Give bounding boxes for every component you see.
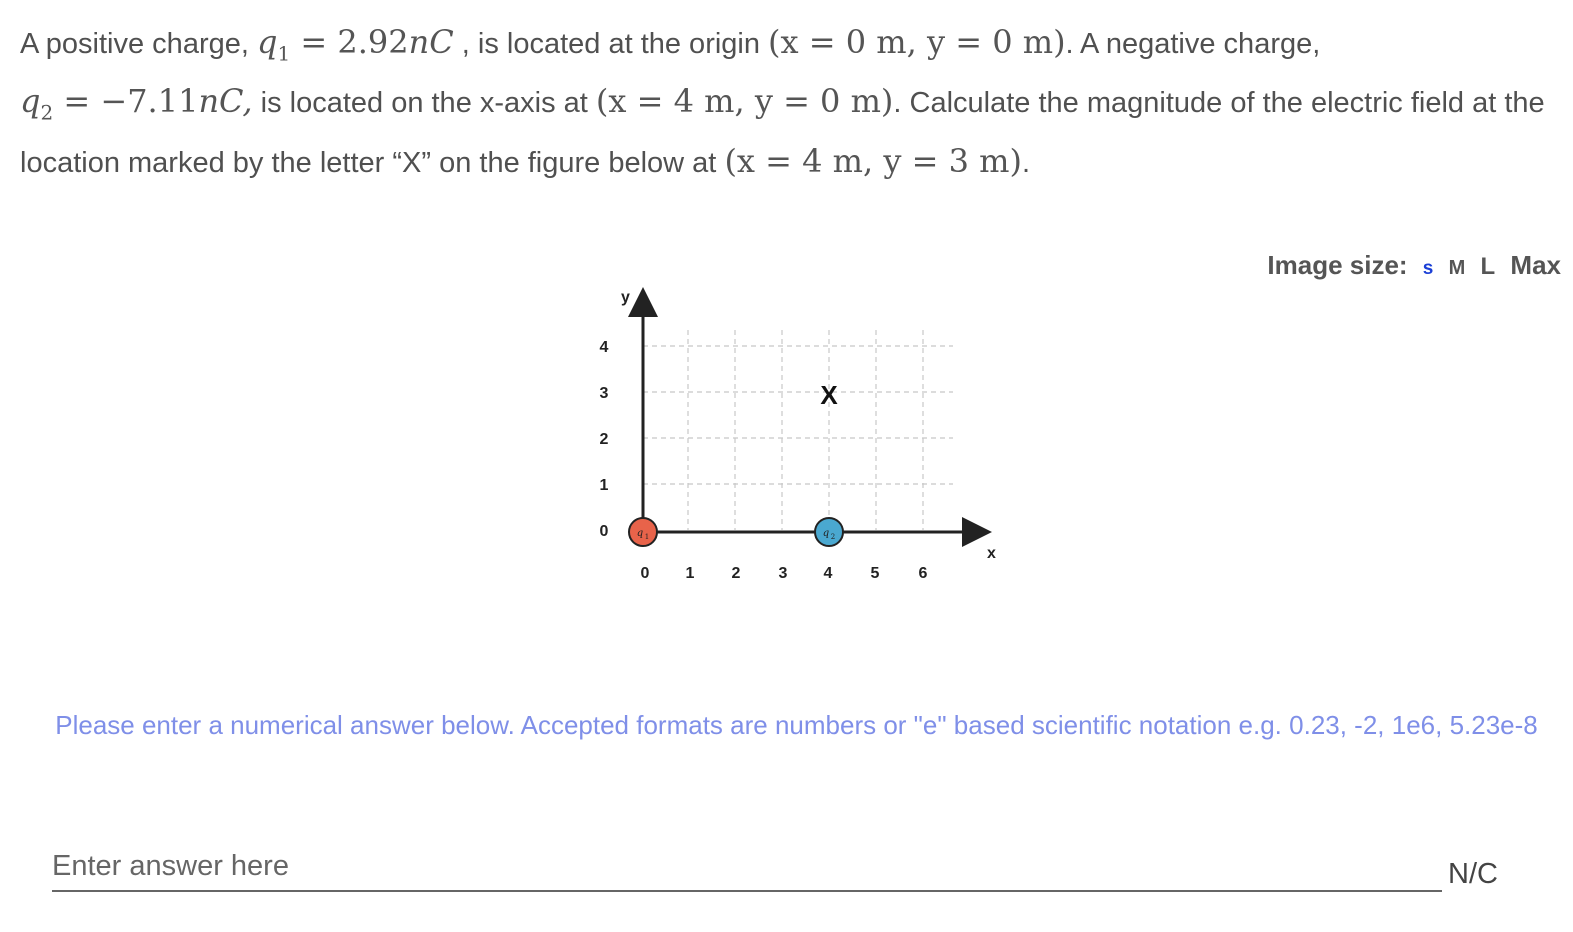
y-tick-label: 4: [599, 339, 609, 356]
answer-unit: N/C: [1448, 858, 1498, 890]
image-size-large-option[interactable]: L: [1480, 253, 1496, 280]
question-part: . Calculate the magnitude of the electric field at the location marked by the letter “X” on the figure below at: [20, 87, 1545, 179]
grid-lines: [643, 330, 953, 530]
q2-unit: nC,: [198, 82, 253, 121]
q1-subscript: 1: [277, 41, 291, 66]
charge-q1: [629, 518, 657, 546]
q2-math: [20, 82, 253, 125]
charge-q2-subscript: 2: [830, 533, 836, 541]
y-tick-label: 2: [599, 431, 609, 448]
field-point-marker: X: [820, 380, 838, 410]
charge-q1-subscript: 1: [644, 533, 650, 541]
question-part: A positive charge,: [20, 28, 257, 60]
x-tick-label: 5: [870, 565, 880, 582]
question-part: is located on the x-axis at: [252, 87, 596, 120]
x-axis-label: x: [987, 545, 996, 562]
x-tick-label: 0: [640, 565, 650, 582]
position-2: (x = 4 m, y = 0 m): [595, 82, 894, 121]
y-axis-label: y: [621, 289, 630, 306]
q1-value: = 2.92: [290, 23, 409, 61]
image-size-small-option[interactable]: s: [1422, 258, 1434, 279]
image-size-medium-option[interactable]: M: [1448, 257, 1466, 279]
charge-q2: [815, 518, 843, 546]
question-part: . A negative charge,: [1065, 28, 1321, 60]
question-part: .: [1021, 146, 1030, 179]
x-tick-label: 6: [918, 565, 928, 582]
answer-input[interactable]: [52, 842, 1442, 892]
position-1: (x = 0 m, y = 0 m): [768, 23, 1066, 61]
x-tick-label: 4: [823, 565, 833, 582]
y-tick-label: 3: [599, 385, 609, 402]
q2-value: = −7.11: [53, 82, 199, 121]
charge-q1-label: q: [636, 528, 644, 539]
q2-subscript: 2: [40, 100, 54, 125]
question-text: [20, 18, 1550, 187]
answer-instructions: Please enter a numerical answer below. Accepted formats are numbers or "e" based scientific notation e.g. 0.23, -2, 1e6, 5.23e-8: [55, 710, 1538, 740]
image-size-max-option[interactable]: Max: [1510, 250, 1561, 280]
image-size-control: [1267, 250, 1561, 281]
q1-symbol: q: [256, 23, 278, 61]
x-tick-label: 3: [778, 565, 788, 582]
position-3: (x = 4 m, y = 3 m): [724, 141, 1022, 180]
x-tick-label: 2: [731, 565, 741, 582]
question-part: , is located at the origin: [453, 28, 769, 60]
charge-diagram: [585, 280, 1005, 590]
y-tick-label: 0: [599, 523, 609, 540]
x-tick-label: 1: [685, 565, 695, 582]
image-size-label: Image size:: [1267, 250, 1408, 280]
answer-row: [52, 842, 1512, 902]
y-tick-label: 1: [599, 477, 609, 494]
q2-symbol: q: [20, 82, 41, 121]
q1-math: [256, 23, 454, 66]
charge-q2-label: q: [822, 528, 830, 539]
q1-unit: nC: [408, 23, 454, 61]
